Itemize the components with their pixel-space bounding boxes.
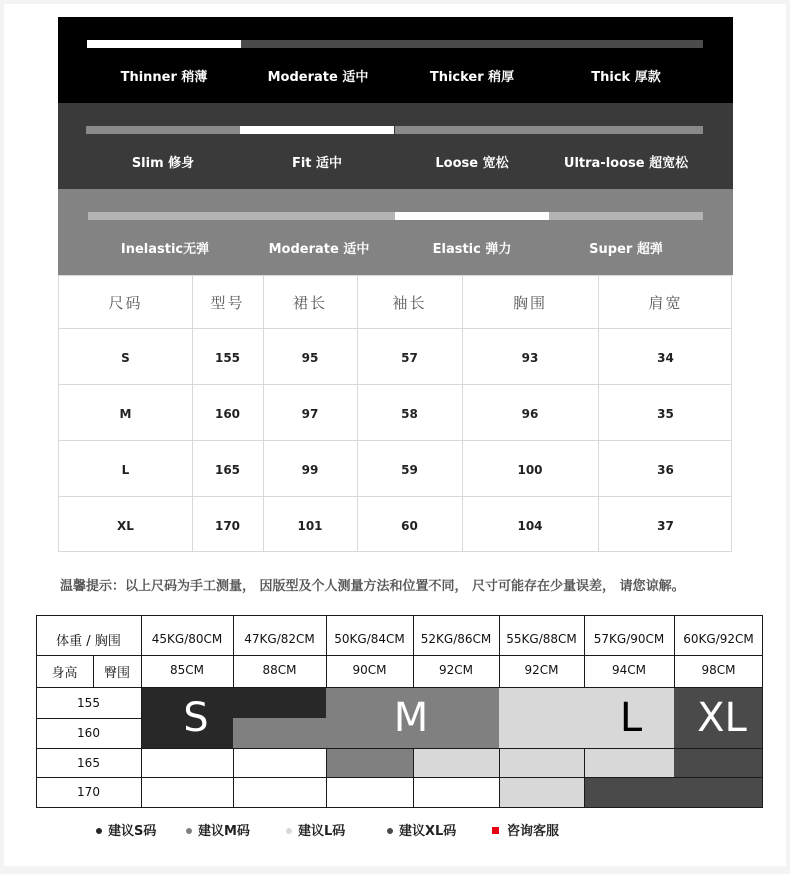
elasticity-bar [549, 212, 703, 220]
legend-dot-icon [96, 828, 102, 834]
legend-label: 建议XL码 [399, 824, 457, 839]
header-bust: 胸围 [512, 294, 547, 312]
weight-header: 50KG/84CM [334, 632, 405, 646]
size-m-block [233, 718, 326, 748]
table-cell: 155 [214, 351, 241, 365]
fit-option [549, 103, 703, 189]
table-cell: 160 [214, 407, 241, 421]
size-recommendation-grid [36, 615, 763, 808]
size-l-letter: L [619, 695, 643, 741]
weight-header: 47KG/82CM [244, 632, 315, 646]
table-cell: 104 [517, 519, 543, 533]
thickness-option [395, 17, 549, 103]
table-cell: M [119, 407, 132, 421]
table-cell: 99 [301, 463, 319, 477]
legend-item-m [186, 820, 250, 839]
height-label: 165 [77, 756, 100, 770]
table-cell: S [121, 351, 130, 365]
table-cell: 59 [401, 463, 418, 477]
thickness-label: Thinner 稍薄 [120, 70, 208, 85]
thickness-label: Moderate 适中 [267, 70, 369, 85]
elasticity-label: Moderate 适中 [268, 242, 370, 257]
hip-header: 85CM [169, 663, 204, 677]
legend-label: 建议L码 [298, 824, 346, 839]
hip-header: 92CM [524, 663, 559, 677]
legend-item-consult [492, 820, 559, 839]
size-table [58, 275, 732, 552]
table-cell: 165 [214, 463, 241, 477]
thickness-bar [395, 40, 549, 48]
thickness-bar [549, 40, 703, 48]
table-cell: XL [117, 519, 134, 533]
legend-dot-icon [186, 828, 192, 834]
fit-bar-selected [240, 126, 394, 134]
fit-label: Ultra-loose 超宽松 [563, 156, 689, 171]
hip-header: 92CM [438, 663, 473, 677]
elasticity-label: Inelastic无弹 [120, 242, 210, 257]
hip-header: 90CM [352, 663, 387, 677]
weight-header: 57KG/90CM [593, 632, 665, 646]
table-cell: 96 [521, 407, 539, 421]
corner-height-label: 身高 [51, 666, 78, 681]
table-cell: 36 [657, 463, 674, 477]
size-m-letter: M [393, 695, 429, 741]
size-xl-block [584, 777, 763, 807]
table-cell: 93 [521, 351, 539, 365]
fit-label: Slim 修身 [131, 156, 195, 171]
height-label: 155 [77, 696, 100, 710]
thickness-bar-selected [87, 40, 241, 48]
size-l-block [413, 748, 674, 777]
elasticity-option [395, 189, 549, 275]
size-xl-letter: XL [697, 695, 747, 741]
fit-label: Loose 宽松 [435, 156, 509, 171]
legend-item-xl [387, 820, 456, 839]
table-cell: 57 [401, 351, 418, 365]
size-m-block [326, 748, 413, 777]
fit-bar [395, 126, 549, 134]
height-label: 170 [77, 785, 100, 799]
hip-header: 94CM [611, 663, 646, 677]
measurement-tip: 温馨提示：以上尺码为手工测量， 因版型及个人测量方法和位置不同， 尺寸可能存在少量误差， 请您谅解。 [60, 579, 685, 594]
fit-bar [549, 126, 703, 134]
table-cell: 170 [214, 519, 241, 533]
elasticity-bar [242, 212, 396, 220]
fit-option [395, 103, 549, 189]
table-cell: 100 [517, 463, 543, 477]
elasticity-label: Super 超弹 [589, 242, 663, 257]
table-cell: 95 [301, 351, 319, 365]
elasticity-bar-selected [395, 212, 549, 220]
fit-option [86, 103, 240, 189]
table-cell: 37 [657, 519, 674, 533]
elasticity-option [549, 189, 703, 275]
header-shoulder: 肩宽 [648, 294, 683, 312]
fit-bar [86, 126, 240, 134]
fit-option [240, 103, 394, 189]
thickness-label: Thick 厚款 [591, 70, 661, 85]
elasticity-bar [88, 212, 242, 220]
table-cell: 97 [301, 407, 319, 421]
hip-header: 88CM [262, 663, 297, 677]
thickness-label: Thicker 稍厚 [429, 70, 515, 85]
elasticity-option [242, 189, 396, 275]
header-length: 裙长 [292, 294, 327, 312]
thickness-bar [241, 40, 395, 48]
legend-item-l [286, 820, 345, 839]
legend-square-icon [492, 827, 499, 834]
thickness-option [241, 17, 395, 103]
size-s-letter: S [183, 695, 209, 741]
elasticity-label: Elastic 弹力 [432, 242, 512, 257]
weight-header: 55KG/88CM [506, 632, 577, 646]
header-model: 型号 [210, 294, 245, 312]
legend-dot-icon [387, 828, 393, 834]
height-label: 160 [77, 726, 100, 740]
legend-dot-icon [286, 828, 292, 834]
header-size: 尺码 [108, 294, 143, 312]
legend-label: 咨询客服 [507, 824, 560, 839]
thickness-band [58, 17, 733, 103]
corner-weight-bust-label: 体重 / 胸围 [56, 634, 121, 649]
hip-header: 98CM [701, 663, 736, 677]
table-cell: 60 [401, 519, 418, 533]
header-sleeve: 袖长 [392, 294, 427, 312]
table-cell: 35 [657, 407, 674, 421]
size-l-block [499, 777, 584, 807]
weight-header: 60KG/92CM [683, 632, 754, 646]
table-cell: 101 [297, 519, 323, 533]
legend-label: 建议M码 [198, 824, 250, 839]
weight-header: 45KG/80CM [151, 632, 223, 646]
thickness-option [549, 17, 703, 103]
elasticity-band [58, 189, 733, 275]
table-cell: 58 [401, 407, 418, 421]
corner-hip-label: 臀围 [103, 666, 130, 681]
legend-label: 建议S码 [108, 824, 157, 839]
fit-band [58, 103, 733, 189]
elasticity-option [88, 189, 242, 275]
table-cell: 34 [657, 351, 674, 365]
legend [0, 820, 790, 840]
thickness-option [87, 17, 241, 103]
legend-item-s [96, 820, 156, 839]
table-cell: L [121, 463, 130, 477]
weight-header: 52KG/86CM [420, 632, 492, 646]
fit-label: Fit 适中 [291, 156, 343, 171]
